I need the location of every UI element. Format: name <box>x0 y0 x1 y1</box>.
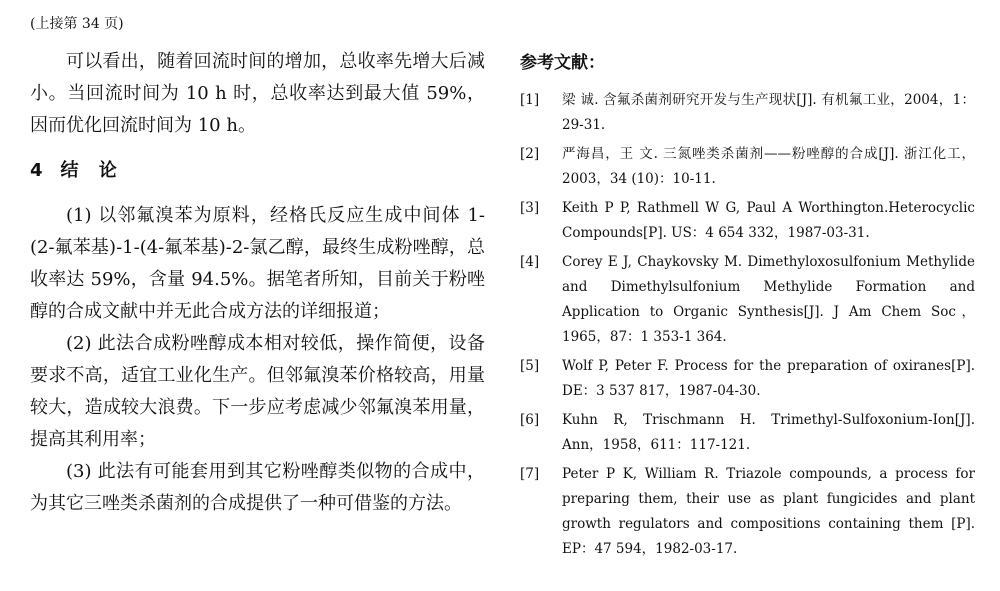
reference-number: [6] <box>520 412 540 428</box>
references-heading: 参考文献： <box>520 53 605 73</box>
reference-text: Peter P K, William R. Triazole compounds, a process for preparing them, their use as plant fungicides and plant growth regulators and compositions containing them [P]. EP：47 594，1982-03-17. <box>562 466 975 557</box>
intro-paragraph: 可以看出，随着回流时间的增加，总收率先增大后减小。当回流时间为 10 h 时，总收率达到最大值 59%，因而优化回流时间为 10 h。 <box>30 51 485 136</box>
reference-number: [1] <box>520 92 540 108</box>
reference-text: 梁 诚. 含氟杀菌剂研究开发与生产现状[J]. 有机氟工业，2004，1：29-31. <box>562 92 975 133</box>
section-title: 结 论 <box>60 160 117 181</box>
section-number: 4 <box>30 160 43 181</box>
reference-text: Keith P P, Rathmell W G, Paul A Worthington.Heterocyclic Compounds[P]. US：4 654 332，1987-03-31. <box>562 200 975 241</box>
reference-item <box>520 88 975 138</box>
reference-item <box>520 354 975 404</box>
reference-item <box>520 462 975 562</box>
reference-list <box>520 88 975 562</box>
reference-text: 严海昌，王 文. 三氮唑类杀菌剂——粉唑醇的合成[J]. 浙江化工，2003，34 (10)：10-11. <box>562 146 975 187</box>
reference-item <box>520 250 975 350</box>
reference-text: Corey E J, Chaykovsky M. Dimethyloxosulfonium Methylide and Dimethylsulfonium Methylide Formation and Application to Organic Synthesis[J]. J Am Chem Soc，1965，87：1 353-1 364. <box>562 254 975 345</box>
right-column <box>520 52 975 566</box>
section-heading <box>30 160 485 182</box>
conclusion-paragraph-2: (2) 此法合成粉唑醇成本相对较低，操作简便，设备要求不高，适宜工业化生产。但邻氟溴苯价格较高，用量较大，造成较大浪费。下一步应考虑减少邻氟溴苯用量，提高其利用率； <box>30 333 485 450</box>
conclusion-paragraph-1: (1) 以邻氟溴苯为原料，经格氏反应生成中间体 1-(2-氟苯基)-1-(4-氟苯基)-2-氯乙醇，最终生成粉唑醇，总收率达 59%，含量 94.5%。据笔者所知，目前关于粉唑醇的合成文献中并无此合成方法的详细报道； <box>30 205 485 322</box>
reference-number: [5] <box>520 358 540 374</box>
reference-item <box>520 408 975 458</box>
reference-number: [3] <box>520 200 540 216</box>
reference-item <box>520 196 975 246</box>
reference-item <box>520 142 975 192</box>
reference-text: Wolf P, Peter F. Process for the preparation of oxiranes[P]. DE：3 537 817，1987-04-30. <box>562 358 975 399</box>
left-column <box>30 14 485 520</box>
reference-number: [4] <box>520 254 540 270</box>
continuation-note: (上接第 34 页) <box>30 16 124 32</box>
conclusion-paragraph-3: (3) 此法有可能套用到其它粉唑醇类似物的合成中，为其它三唑类杀菌剂的合成提供了一种可借鉴的方法。 <box>30 461 485 514</box>
reference-text: Kuhn R, Trischmann H. Trimethyl-Sulfoxonium-Ion[J]. Ann，1958，611：117-121. <box>562 412 975 453</box>
reference-number: [2] <box>520 146 540 162</box>
reference-number: [7] <box>520 466 540 482</box>
